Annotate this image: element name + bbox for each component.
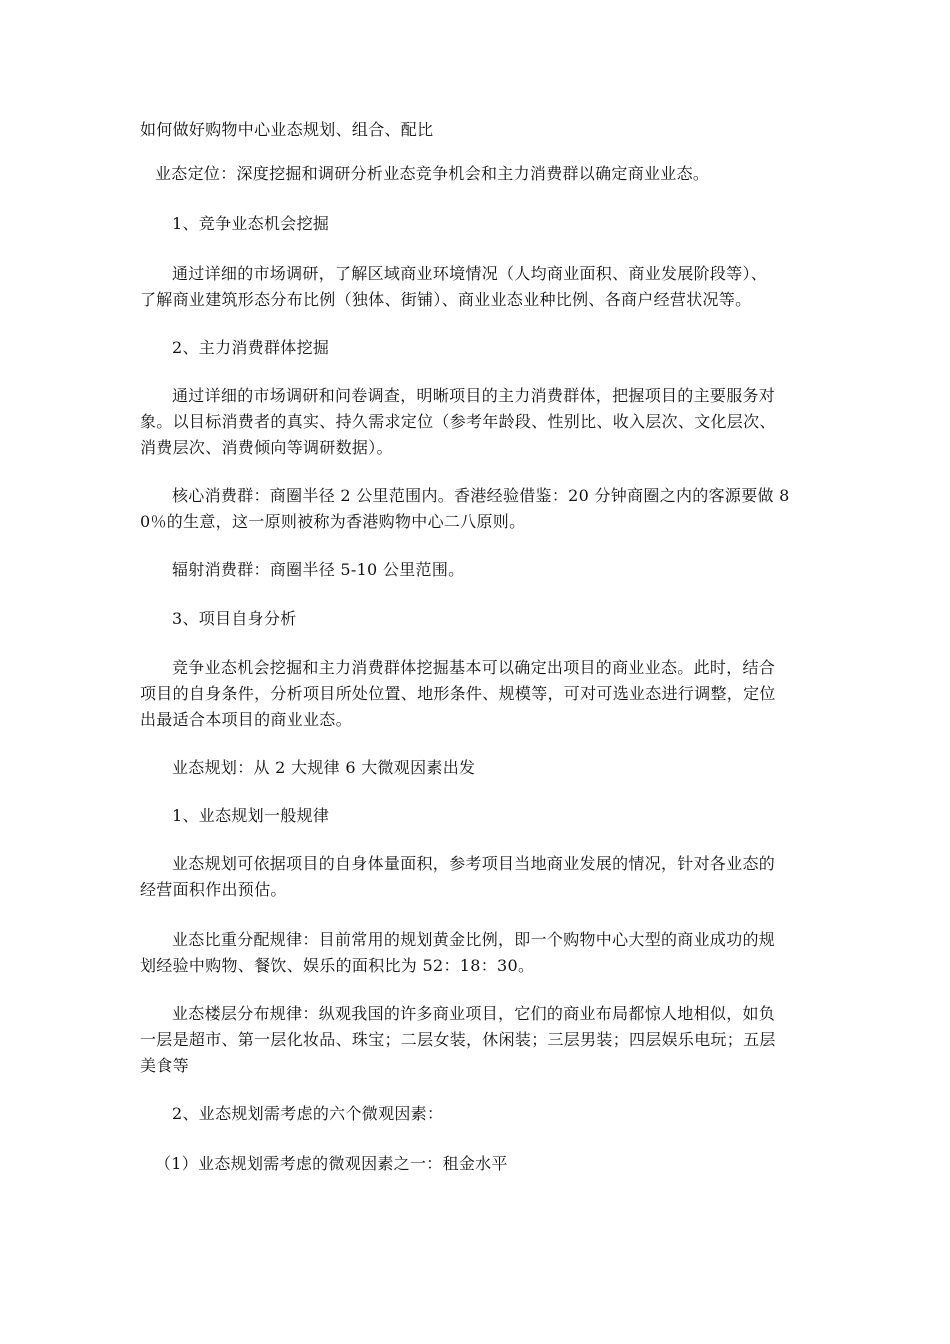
section-3-paragraph-line-2: 项目的自身条件，分析项目所处位置、地形条件、规模等，可对可选业态进行调整，定位: [140, 684, 776, 703]
planning-rule-2-item-1: （1）业态规划需考虑的微观因素之一：租金水平: [155, 1154, 508, 1173]
document-title: 如何做好购物中心业态规划、组合、配比: [140, 120, 434, 139]
planning-rule-1-paragraph-a-line-2: 经营面积作出预估。: [140, 880, 287, 899]
section-2-paragraph-line-2: 象。以目标消费者的真实、持久需求定位（参考年龄段、性别比、收入层次、文化层次、: [140, 412, 776, 431]
section-1-heading: 1、竞争业态机会挖掘: [172, 214, 330, 233]
section-2-paragraph-line-1: 通过详细的市场调研和问卷调查，明晰项目的主力消费群体，把握项目的主要服务对: [172, 386, 776, 405]
section-3-paragraph-line-3: 出最适合本项目的商业业态。: [140, 710, 352, 729]
planning-rule-2-heading: 2、业态规划需考虑的六个微观因素：: [172, 1104, 444, 1123]
core-consumer-line-2: 0％的生意，这一原则被称为香港购物中心二八原则。: [140, 512, 526, 531]
planning-rule-1-paragraph-b-line-2: 划经验中购物、餐饮、娱乐的面积比为 52：18：30。: [140, 956, 535, 975]
section-2-paragraph-line-3: 消费层次、消费倾向等调研数据）。: [140, 438, 393, 457]
section-2-heading: 2、主力消费群体挖掘: [172, 338, 330, 357]
intro-paragraph: 业态定位：深度挖掘和调研分析业态竞争机会和主力消费群以确定商业业态。: [155, 164, 710, 183]
planning-rule-1-paragraph-c-line-3: 美食等: [140, 1056, 189, 1075]
core-consumer-line-1: 核心消费群：商圈半径 2 公里范围内。香港经验借鉴：20 分钟商圈之内的客源要做 8: [172, 486, 790, 505]
planning-rule-1-paragraph-a-line-1: 业态规划可依据项目的自身体量面积，参考项目当地商业发展的情况，针对各业态的: [172, 854, 776, 873]
radiate-consumer-paragraph: 辐射消费群：商圈半径 5-10 公里范围。: [172, 560, 465, 579]
section-3-paragraph-line-1: 竞争业态机会挖掘和主力消费群体挖掘基本可以确定出项目的商业业态。此时，结合: [172, 658, 776, 677]
planning-rule-1-paragraph-c-line-2: 一层是超市、第一层化妆品、珠宝；二层女装，休闲装；三层男装；四层娱乐电玩；五层: [140, 1030, 776, 1049]
section-1-paragraph-line-1: 通过详细的市场调研，了解区域商业环境情况（人均商业面积、商业发展阶段等）、: [172, 264, 768, 283]
section-1-paragraph-line-2: 了解商业建筑形态分布比例（独体、街铺）、商业业态业种比例、各商户经营状况等。: [140, 290, 752, 309]
planning-rule-1-heading: 1、业态规划一般规律: [172, 806, 330, 825]
planning-rule-1-paragraph-c-line-1: 业态楼层分布规律：纵观我国的许多商业项目，它们的商业布局都惊人地相似，如负: [172, 1004, 776, 1023]
section-3-heading: 3、项目自身分析: [172, 609, 297, 628]
planning-rule-1-paragraph-b-line-1: 业态比重分配规律：目前常用的规划黄金比例，即一个购物中心大型的商业成功的规: [172, 930, 776, 949]
planning-heading: 业态规划：从 2 大规律 6 大微观因素出发: [172, 758, 476, 777]
